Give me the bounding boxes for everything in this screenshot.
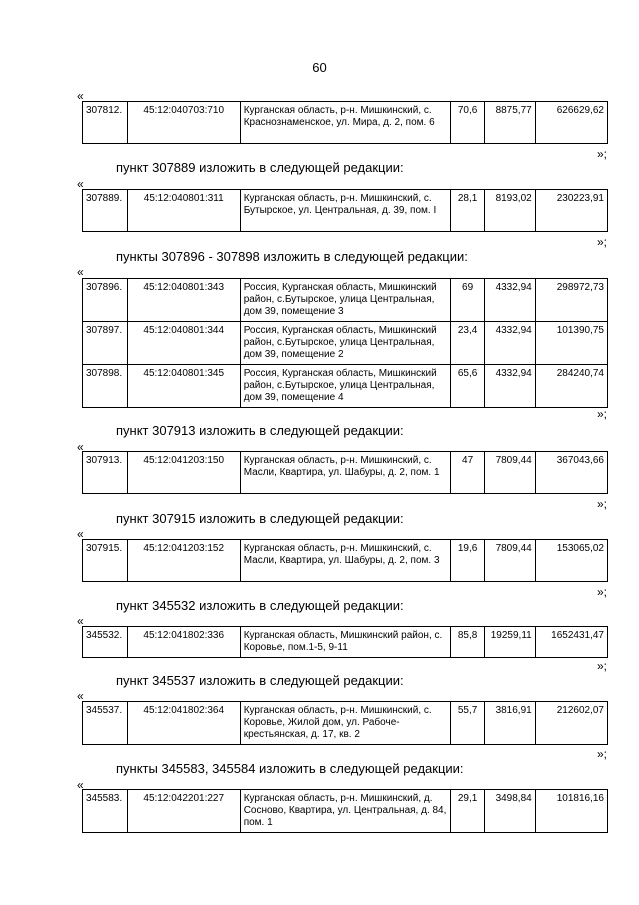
area-cell: 19,6 [451,540,485,582]
rate-cell: 19259,11 [484,627,535,658]
instruction-text: пункт 307913 изложить в следующей редакции: [116,423,404,438]
cadastral-number-cell: 45:12:041203:150 [127,452,240,494]
instruction-text: пункт 307889 изложить в следующей редакции: [116,160,404,175]
row-number-cell: 345583. [83,790,128,833]
value-cell: 153065,02 [535,540,607,582]
property-table [82,101,608,144]
rate-cell: 3816,91 [484,702,535,745]
rate-cell: 4332,94 [484,365,535,408]
table-row [83,190,608,232]
close-quote: »; [597,147,608,161]
open-quote: « [77,265,84,279]
area-cell: 70,6 [451,102,485,144]
address-cell: Курганская область, р-н. Мишкинский, с. Масли, Квартира, ул. Шабуры, д. 2, пом. 1 [240,452,451,494]
row-number-cell: 307889. [83,190,128,232]
address-cell: Курганская область, р-н. Мишкинский, с. Краснознаменское, ул. Мира, д. 2, пом. 6 [240,102,451,144]
property-table [82,451,608,494]
cadastral-number-cell: 45:12:040801:345 [127,365,240,408]
property-table [82,189,608,232]
address-cell: Курганская область, р-н. Мишкинский, д. Сосново, Квартира, ул. Центральная, д. 84, пом. 1 [240,790,451,833]
rate-cell: 7809,44 [484,540,535,582]
row-number-cell: 307913. [83,452,128,494]
rate-cell: 8875,77 [484,102,535,144]
rate-cell: 4332,94 [484,279,535,322]
row-number-cell: 307896. [83,279,128,322]
cadastral-number-cell: 45:12:040801:343 [127,279,240,322]
open-quote: « [77,177,84,191]
open-quote: « [77,778,84,792]
table-row [83,279,608,322]
area-cell: 69 [451,279,485,322]
table-row [83,540,608,582]
close-quote: »; [597,407,608,421]
cadastral-number-cell: 45:12:041203:152 [127,540,240,582]
table-row [83,322,608,365]
address-cell: Курганская область, р-н. Мишкинский, с. Коровье, Жилой дом, ул. Рабоче-крестьянская, д. 17, кв. 2 [240,702,451,745]
property-table [82,626,608,658]
table-row [83,627,608,658]
address-cell: Россия, Курганская область, Мишкинский район, с.Бутырское, улица Центральная, дом 39, помещение 3 [240,279,451,322]
open-quote: « [77,689,84,703]
open-quote: « [77,527,84,541]
value-cell: 101816,16 [535,790,607,833]
row-number-cell: 345532. [83,627,128,658]
value-cell: 230223,91 [535,190,607,232]
page-number: 60 [312,60,327,75]
instruction-text: пункт 307915 изложить в следующей редакции: [116,511,404,526]
instruction-text: пункт 345537 изложить в следующей редакции: [116,673,404,688]
table-row [83,702,608,745]
address-cell: Курганская область, Мишкинский район, с. Коровье, пом.1-5, 9-11 [240,627,451,658]
cadastral-number-cell: 45:12:040801:344 [127,322,240,365]
cadastral-number-cell: 45:12:041802:336 [127,627,240,658]
area-cell: 85,8 [451,627,485,658]
close-quote: »; [597,659,608,673]
table-row [83,452,608,494]
cadastral-number-cell: 45:12:040703:710 [127,102,240,144]
instruction-text: пункты 307896 - 307898 изложить в следующей редакции: [116,249,468,264]
address-cell: Курганская область, р-н. Мишкинский, с. Масли, Квартира, ул. Шабуры, д. 2, пом. 3 [240,540,451,582]
row-number-cell: 307897. [83,322,128,365]
area-cell: 23,4 [451,322,485,365]
open-quote: « [77,440,84,454]
rate-cell: 3498,84 [484,790,535,833]
table-row [83,102,608,144]
instruction-text: пункт 345532 изложить в следующей редакции: [116,598,404,613]
close-quote: »; [597,497,608,511]
property-table [82,539,608,582]
value-cell: 367043,66 [535,452,607,494]
rate-cell: 4332,94 [484,322,535,365]
row-number-cell: 307915. [83,540,128,582]
cadastral-number-cell: 45:12:040801:311 [127,190,240,232]
value-cell: 626629,62 [535,102,607,144]
value-cell: 212602,07 [535,702,607,745]
address-cell: Курганская область, р-н. Мишкинский, с. Бутырское, ул. Центральная, д. 39, пом. I [240,190,451,232]
value-cell: 298972,73 [535,279,607,322]
table-row [83,790,608,833]
area-cell: 47 [451,452,485,494]
cadastral-number-cell: 45:12:041802:364 [127,702,240,745]
value-cell: 101390,75 [535,322,607,365]
close-quote: »; [597,747,608,761]
property-table [82,789,608,833]
property-table [82,278,608,408]
area-cell: 65,6 [451,365,485,408]
area-cell: 29,1 [451,790,485,833]
open-quote: « [77,614,84,628]
open-quote: « [77,89,84,103]
property-table [82,701,608,745]
row-number-cell: 307812. [83,102,128,144]
area-cell: 28,1 [451,190,485,232]
value-cell: 284240,74 [535,365,607,408]
row-number-cell: 345537. [83,702,128,745]
address-cell: Россия, Курганская область, Мишкинский район, с.Бутырское, улица Центральная, дом 39, помещение 4 [240,365,451,408]
rate-cell: 7809,44 [484,452,535,494]
cadastral-number-cell: 45:12:042201:227 [127,790,240,833]
table-row [83,365,608,408]
instruction-text: пункты 345583, 345584 изложить в следующей редакции: [116,761,464,776]
row-number-cell: 307898. [83,365,128,408]
value-cell: 1652431,47 [535,627,607,658]
rate-cell: 8193,02 [484,190,535,232]
close-quote: »; [597,235,608,249]
close-quote: »; [597,585,608,599]
address-cell: Россия, Курганская область, Мишкинский район, с.Бутырское, улица Центральная, дом 39, помещение 2 [240,322,451,365]
area-cell: 55,7 [451,702,485,745]
